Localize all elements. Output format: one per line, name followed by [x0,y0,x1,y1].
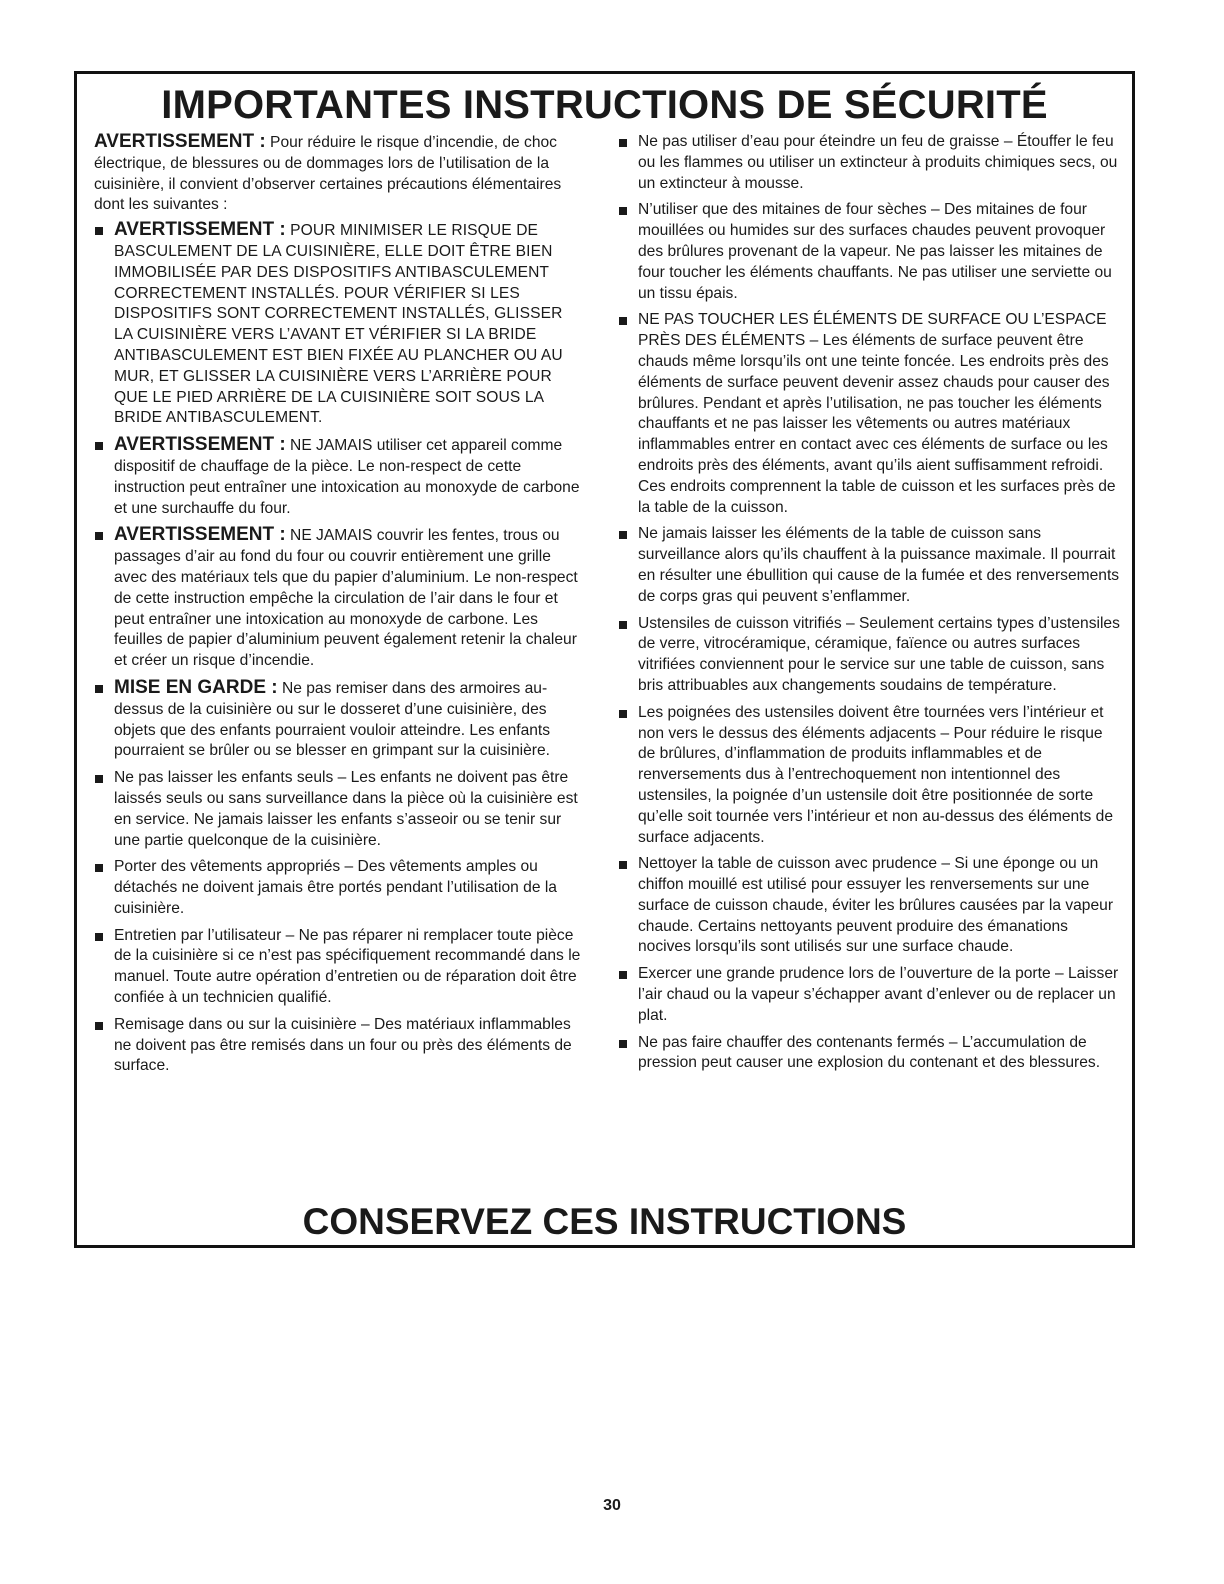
list-item [94,1015,582,1077]
item-text: Ne pas faire chauffer des contenants fermés – L’accumulation de pression peut causer une explosion du contenant et des blessures. [638,1033,1101,1072]
item-text: NE PAS TOUCHER LES ÉLÉMENTS DE SURFACE OU L’ESPACE PRÈS DES ÉLÉMENTS – Les éléments de surface peuvent être chauds même lorsqu’ils ont une teinte foncée. Les endroits près des éléments de surface peuvent devenir assez chauds pour causer des brûlures. Pendant et après l’utilisation, ne pas toucher les éléments chauffants et ne pas laisser les vêtements ou autres matériaux inflammables entrer en contact avec ces éléments de surface ou les endroits près des éléments, avant qu’ils aient suffisamment refroidi. Ces endroits comprennent la table de cuisson et les surfaces près de la table de la cuisson. [638,311,1116,516]
intro-lead: AVERTISSEMENT : [94,131,266,152]
square-bullet-icon [619,317,627,325]
page-number: 30 [603,1497,621,1514]
square-bullet-icon [619,531,627,539]
left-column [94,132,582,1083]
list-item [618,1033,1123,1075]
item-text: Ne pas utiliser d’eau pour éteindre un feu de graisse – Étouffer le feu ou les flammes ou utiliser un extincteur à produits chimiques secs, ou un extincteur à mousse. [638,133,1118,192]
item-text: NE JAMAIS couvrir les fentes, trous ou passages d’air au fond du four ou couvrir entièrement une grille avec des matériaux tels que du papier d’aluminium. Le non-respect de cette instruction empêche la circulation de l’air dans le four et peut entraîner une intoxication au monoxyde de carbone. Les feuilles de papier d’aluminium peuvent également retenir la chaleur et créer un risque d’incendie. [114,527,578,670]
item-text: Ne jamais laisser les éléments de la table de cuisson sans surveillance alors qu’ils chauffent à la puissance maximale. Il pourrait en résulter une ébullition qui cause de la fumée et des renversements de corps gras qui peuvent s’enflammer. [638,525,1120,605]
conserve-instructions-heading: CONSERVEZ CES INSTRUCTIONS [302,1201,907,1242]
item-text: Entretien par l’utilisateur – Ne pas réparer ni remplacer toute pièce de la cuisinière si ce n’est pas spécifiquement recommandé dans le manuel. Toute autre opération d’entretien ou de réparation doit être confiée à un technicien qualifié. [114,926,581,1007]
list-item [94,768,582,851]
item-text: N’utiliser que des mitaines de four sèches – Des mitaines de four mouillées ou humides sur des surfaces chaudes peuvent provoquer des brûlures provenant de la vapeur. Ne pas laisser les mitaines de four toucher les éléments chauffants. Ne pas utiliser une serviette ou un tissu épais. [638,201,1112,302]
item-text: Exercer une grande prudence lors de l’ouverture de la porte – Laisser l’air chaud ou la vapeur s’échapper avant d’enlever ou de replacer un plat. [638,965,1119,1024]
square-bullet-icon [619,207,627,215]
list-item [618,200,1123,304]
page-title: IMPORTANTES INSTRUCTIONS DE SÉCURITÉ [161,83,1048,127]
list-item [618,854,1123,958]
square-bullet-icon [619,1040,627,1048]
square-bullet-icon [95,442,103,450]
list-item [94,220,582,429]
list-item [618,310,1123,518]
list-item [94,525,582,672]
item-lead: AVERTISSEMENT : [114,524,286,546]
square-bullet-icon [619,710,627,718]
square-bullet-icon [95,227,103,235]
item-text: Ne pas remiser dans des armoires au-dessus de la cuisinière ou sur le dosseret d’une cuisinière, des objets que des enfants pourraient vouloir atteindre. Les enfants pourraient se brûler ou se blesser en grimpant sur la cuisinière. [114,679,551,760]
square-bullet-icon [95,864,103,872]
list-item [618,614,1123,697]
square-bullet-icon [95,685,103,693]
list-item [618,524,1123,607]
square-bullet-icon [619,861,627,869]
item-text: Ustensiles de cuisson vitrifiés – Seulement certains types d’ustensiles de verre, vitrocéramique, céramique, faïence ou autres surfaces vitrifiées conviennent pour le service sur une table de cuisson, sans bris attribuables aux changements soudains de température. [638,614,1120,694]
right-column [618,132,1123,1080]
square-bullet-icon [619,139,627,147]
list-item [618,703,1123,849]
list-item [618,132,1123,194]
list-item [618,964,1123,1026]
item-text: Remisage dans ou sur la cuisinière – Des matériaux inflammables ne doivent pas être remisés dans un four ou près des éléments de surface. [114,1015,572,1075]
item-text: Nettoyer la table de cuisson avec prudence – Si une éponge ou un chiffon mouillé est utilisé pour essuyer les renversements sur une surface de cuisson chaude, éviter les brûlures causées par la vapeur chaude. Certains nettoyants peuvent produire des émanations nocives lorsqu’ils sont utilisés sur une surface chaude. [638,855,1114,956]
item-lead: AVERTISSEMENT : [114,434,286,456]
square-bullet-icon [619,971,627,979]
list-item [94,678,582,762]
safety-instructions-box [74,71,1135,1248]
intro-text: Pour réduire le risque d’incendie, de choc électrique, de blessures ou de dommages lors de l’utilisation de la cuisinière, il convient d’observer certaines précautions élémentaires dont les suivantes : [94,134,562,214]
item-text: Ne pas laisser les enfants seuls – Les enfants ne doivent pas être laissés seuls ou sans surveillance dans la pièce où la cuisinière est en service. Ne jamais laisser les enfants s’asseoir ou se tenir sur une partie quelconque de la cuisinière. [114,769,578,849]
item-text: Porter des vêtements appropriés – Des vêtements amples ou détachés ne doivent jamais être portés pendant l’utilisation de la cuisinière. [114,858,557,917]
square-bullet-icon [95,933,103,941]
item-lead: AVERTISSEMENT : [114,219,286,241]
square-bullet-icon [95,1022,103,1030]
list-item [94,857,582,919]
item-text: NE JAMAIS utiliser cet appareil comme dispositif de chauffage de la pièce. Le non-respect de cette instruction peut entraîner une intoxication au monoxyde de carbone et une surchauffe du four. [114,437,580,517]
square-bullet-icon [619,621,627,629]
item-text: Les poignées des ustensiles doivent être tournées vers l’intérieur et non vers le dessus des éléments adjacents – Pour réduire le risque de brûlures, d’inflammation de produits inflammables et de renversements dus à l’entrechoquement non intentionnel des ustensiles, la poignée d’un ustensile doit être positionnée de sorte qu’elle soit tournée vers l’intérieur et non au-dessus des éléments de surface adjacents. [638,703,1114,846]
list-item [94,926,582,1009]
square-bullet-icon [95,775,103,783]
item-lead: MISE EN GARDE : [114,676,278,698]
list-item [94,435,582,519]
intro-paragraph [94,132,582,216]
square-bullet-icon [95,532,103,540]
item-text: POUR MINIMISER LE RISQUE DE BASCULEMENT DE LA CUISINIÈRE, ELLE DOIT ÊTRE BIEN IMMOBILISÉE PAR DES DISPOSITIFS ANTIBASCULEMENT CORRECTEMENT INSTALLÉS. POUR VÉRIFIER SI LES DISPOSITIFS SONT CORRECTEMENT INSTALLÉS, GLISSER LA CUISINIÈRE VERS L’AVANT ET VÉRIFIER SI LA BRIDE ANTIBASCULEMENT EST BIEN FIXÉE AU PLANCHER OU AU MUR, ET GLISSER LA CUISINIÈRE VERS L’ARRIÈRE POUR QUE LE PIED ARRIÈRE DE LA CUISINIÈRE SOIT SOUS LA BRIDE ANTIBASCULEMENT. [114,222,563,427]
